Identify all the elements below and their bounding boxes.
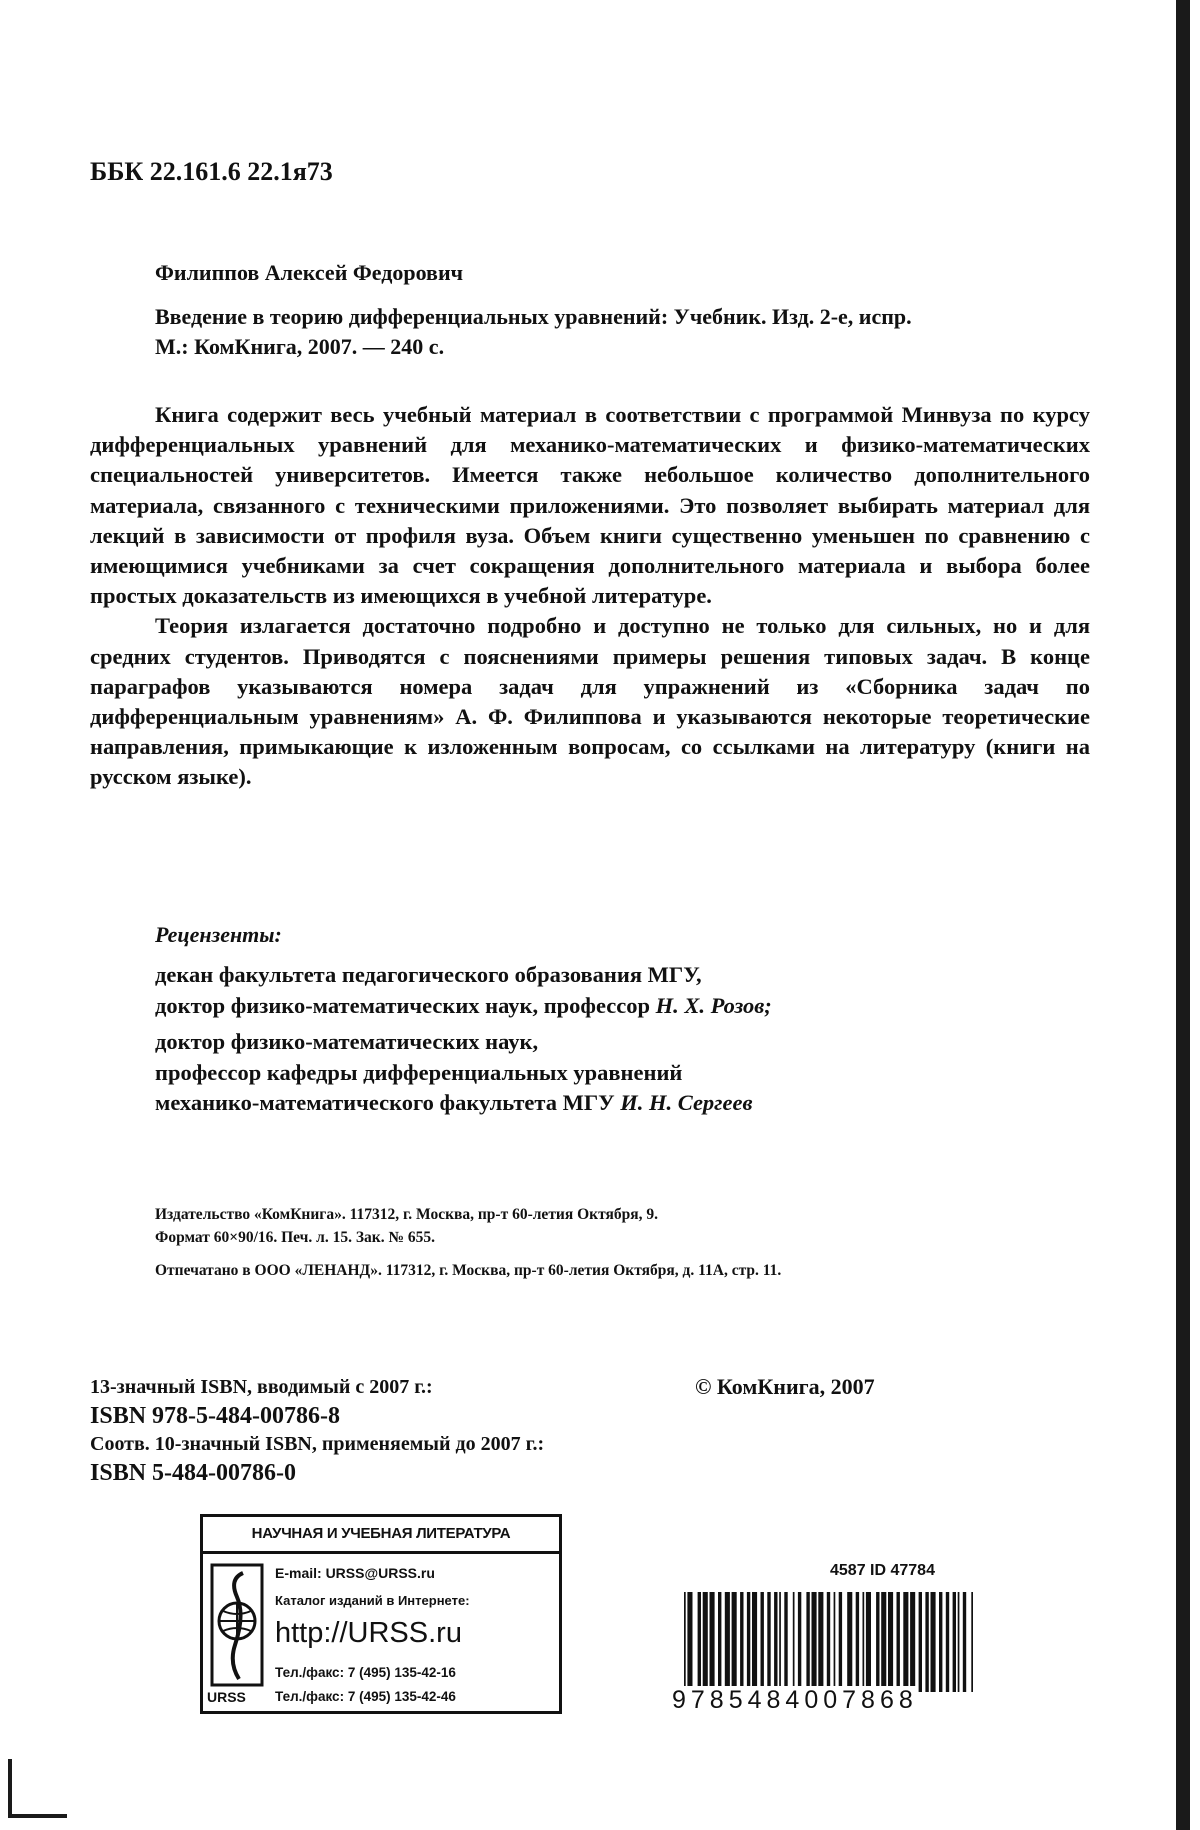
reviewer-2-degree: доктор физико-математических наук, [155, 1029, 539, 1054]
barcode-bar [793, 1592, 795, 1692]
isbn10-value: ISBN 5-484-00786-0 [90, 1460, 297, 1486]
book-publisher-line: М.: КомКнига, 2007. — 240 с. [155, 334, 445, 359]
urss-phone-2: Тел./факс: 7 (495) 135-42-46 [275, 1689, 456, 1704]
scan-corner-mark [8, 1759, 67, 1818]
barcode-bar [971, 1592, 973, 1692]
isbn-barcode [680, 1592, 980, 1692]
reviewer-2-position: профессор кафедры дифференциальных уравнений [155, 1059, 683, 1085]
barcode-bar [740, 1592, 743, 1692]
urss-logo-icon [209, 1563, 265, 1687]
barcode-bar [839, 1592, 842, 1692]
barcode-bar [876, 1592, 879, 1692]
imprint-publisher-address: Издательство «КомКнига». 117312, г. Москва, пр-т 60-летия Октября, 9. [155, 1206, 659, 1223]
copyright-notice: © КомКнига, 2007 [695, 1374, 875, 1399]
urss-brand-text: URSS [207, 1689, 246, 1705]
barcode-bar [863, 1592, 865, 1692]
barcode-bar [946, 1592, 949, 1692]
isbn13-label: 13-значный ISBN, вводимый с 2007 г.: [90, 1376, 433, 1398]
reviewers-heading: Рецензенты: [155, 922, 282, 947]
urss-phone-1: Тел./факс: 7 (495) 135-42-16 [275, 1665, 456, 1680]
barcode-bar [747, 1592, 750, 1692]
barcode-bar [888, 1592, 893, 1692]
publisher-imprint [155, 1203, 781, 1282]
barcode-bar [818, 1592, 823, 1692]
reviewers-list [155, 960, 772, 1119]
barcode-bar [752, 1592, 757, 1692]
barcode-bar [725, 1592, 730, 1692]
barcode-bar [718, 1592, 721, 1692]
barcode-bar [806, 1592, 809, 1692]
barcode-bar [812, 1592, 817, 1692]
barcode-bar [939, 1592, 942, 1692]
barcode-bar [963, 1592, 966, 1692]
barcode-bar [925, 1592, 928, 1692]
scan-edge-right [1176, 0, 1190, 1830]
imprint-printer: Отпечатано в ООО «ЛЕНАНД». 117312, г. Москва, пр-т 60-летия Октября, д. 11А, стр. 11. [155, 1262, 782, 1279]
barcode-bar [827, 1592, 830, 1692]
book-title-line: Введение в теорию дифференциальных уравнений: Учебник. Изд. 2-е, испр. [155, 304, 912, 329]
barcode-bar [881, 1592, 886, 1692]
barcode-bar [687, 1592, 692, 1692]
urss-publisher-box [200, 1514, 562, 1714]
reviewer-1-degree: доктор физико-математических наук, профессор Н. Х. Розов; [155, 992, 772, 1018]
isbn10-label: Соотв. 10-значный ISBN, применяемый до 2007 г.: [90, 1433, 545, 1455]
reviewer-1-position: декан факультета педагогического образования МГУ, [155, 962, 702, 987]
barcode-bar [931, 1592, 936, 1692]
bibliographic-record [155, 302, 912, 362]
annotation-paragraph-2: Теория излагается достаточно подробно и доступно не только для сильных, но и для средних студентов. Приводятся с пояснениями примеры решения типовых задач. В конце параграфов указываются номера задач для упражнений из «Сборника задач по дифференциальным уравнениям» А. Ф. Филиппова и указываются некоторые теоретические направления, примыкающие к изложенным вопросам, со ссылками на литературу (книги на русском языке). [90, 613, 1090, 790]
barcode-bar [784, 1592, 787, 1692]
barcode-bar [703, 1592, 708, 1692]
barcode-bar [910, 1592, 915, 1692]
urss-catalog-label: Каталог изданий в Интернете: [275, 1593, 470, 1608]
barcode-bar [897, 1592, 900, 1692]
barcode-bar [684, 1592, 686, 1692]
urss-email: E-mail: URSS@URSS.ru [275, 1565, 435, 1581]
barcode-bar [953, 1592, 956, 1692]
barcode-bar [767, 1592, 770, 1692]
barcode-id-code: 4587 ID 47784 [830, 1562, 935, 1579]
barcode-bar [698, 1592, 701, 1692]
barcode-digits: 9785484007868 [672, 1686, 918, 1714]
barcode-bar [798, 1592, 801, 1692]
isbn-block [90, 1374, 544, 1488]
urss-url: http://URSS.ru [275, 1617, 462, 1649]
barcode-bar [903, 1592, 908, 1692]
book-annotation [90, 400, 1090, 793]
reviewer-2-affiliation: механико-математического факультета МГУ И. Н. Сергеев [155, 1090, 753, 1115]
reviewer-2-name: И. Н. Сергеев [620, 1090, 753, 1115]
barcode-bar [834, 1592, 836, 1692]
barcode-bar [847, 1592, 852, 1692]
barcode-bar [732, 1592, 737, 1692]
reviewer-1-name: Н. Х. Розов; [655, 992, 772, 1018]
barcode-bar [856, 1592, 859, 1692]
book-author: Филиппов Алексей Федорович [155, 260, 464, 285]
annotation-paragraph-1: Книга содержит весь учебный материал в соответствии с программой Минвуза по курсу дифференциальных уравнений для механико-математических и физико-математических специальностей университетов. Имеется также небольшое количество дополнительного материала, связанного с техническими приложениями. Это позволяет выбирать материал для лекций в зависимости от профиля вуза. Объем книги существенно уменьшен по сравнению с имеющимися учебниками за счет сокращения дополнительного материала и выбора более простых доказательств из имеющихся в учебной литературе. [90, 402, 1090, 609]
urss-header: НАУЧНАЯ И УЧЕБНАЯ ЛИТЕРАТУРА [203, 1517, 559, 1554]
imprint-format: Формат 60×90/16. Печ. л. 15. Зак. № 655. [155, 1229, 436, 1246]
bbk-classification: ББК 22.161.6 22.1я73 [90, 157, 333, 186]
barcode-bar [919, 1592, 922, 1692]
barcode-bar [761, 1592, 764, 1692]
barcode-bar [710, 1592, 715, 1692]
barcode-bar [958, 1592, 960, 1692]
isbn13-value: ISBN 978-5-484-00786-8 [90, 1403, 340, 1429]
barcode-bar [774, 1592, 777, 1692]
barcode-bar [866, 1592, 871, 1692]
barcode-bar [779, 1592, 781, 1692]
